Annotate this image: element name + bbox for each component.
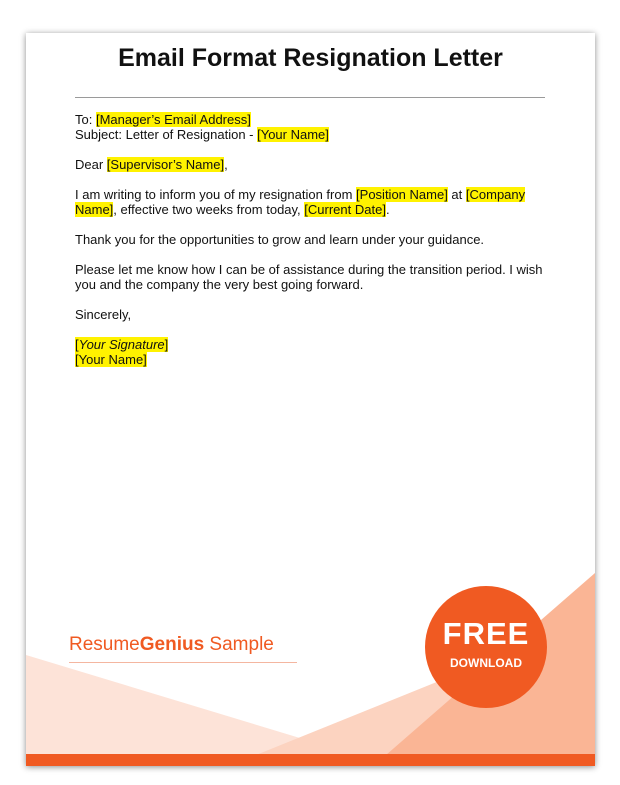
supervisor-placeholder: [Supervisor’s Name] bbox=[106, 157, 225, 172]
para1-text-a: I am writing to inform you of my resignation from bbox=[75, 187, 357, 202]
signature-bracket-open: [ bbox=[75, 337, 79, 352]
greeting-label: Dear bbox=[75, 157, 107, 172]
para1-text-b: at bbox=[447, 187, 466, 202]
signature-text: Your Signature bbox=[78, 337, 165, 352]
subject-label: Subject: Letter of Resignation - bbox=[75, 127, 258, 142]
paragraph-resignation bbox=[75, 187, 547, 217]
brand-regular: Resume bbox=[69, 634, 140, 655]
header-lines bbox=[75, 112, 547, 142]
brand-suffix: Sample bbox=[204, 634, 274, 655]
to-placeholder: [Manager’s Email Address] bbox=[95, 112, 251, 127]
brand-bold: Genius bbox=[139, 634, 205, 655]
subject-placeholder: [Your Name] bbox=[257, 127, 329, 142]
to-label: To: bbox=[75, 112, 96, 127]
name-placeholder: [Your Name] bbox=[75, 352, 147, 367]
position-placeholder: [Position Name] bbox=[356, 187, 448, 202]
signature-placeholder bbox=[75, 337, 168, 352]
badge-free-label: FREE bbox=[442, 616, 530, 651]
title-divider bbox=[75, 97, 545, 98]
brand-underline bbox=[69, 662, 297, 663]
footer-bar bbox=[26, 754, 595, 766]
paragraph-assistance: Please let me know how I can be of assistance during the transition period. I wish you and the company the very best going forward. bbox=[75, 262, 543, 292]
signature-block bbox=[75, 337, 547, 367]
greeting-end: , bbox=[224, 157, 228, 172]
letter-page bbox=[26, 33, 595, 766]
greeting bbox=[75, 157, 547, 172]
free-download-button[interactable] bbox=[425, 586, 547, 708]
paragraph-thanks: Thank you for the opportunities to grow and learn under your guidance. bbox=[75, 232, 485, 247]
signature-bracket-close: ] bbox=[164, 337, 169, 352]
page-title: Email Format Resignation Letter bbox=[118, 44, 503, 72]
company-placeholder: [Company Name] bbox=[75, 187, 526, 217]
para1-text-c: , effective two weeks from today, bbox=[113, 202, 305, 217]
resumegenius-logo bbox=[69, 634, 274, 656]
closing: Sincerely, bbox=[75, 307, 132, 322]
date-placeholder: [Current Date] bbox=[304, 202, 386, 217]
badge-download-label: DOWNLOAD bbox=[450, 656, 522, 670]
letter-body bbox=[75, 112, 547, 382]
para1-text-d: . bbox=[385, 202, 390, 217]
